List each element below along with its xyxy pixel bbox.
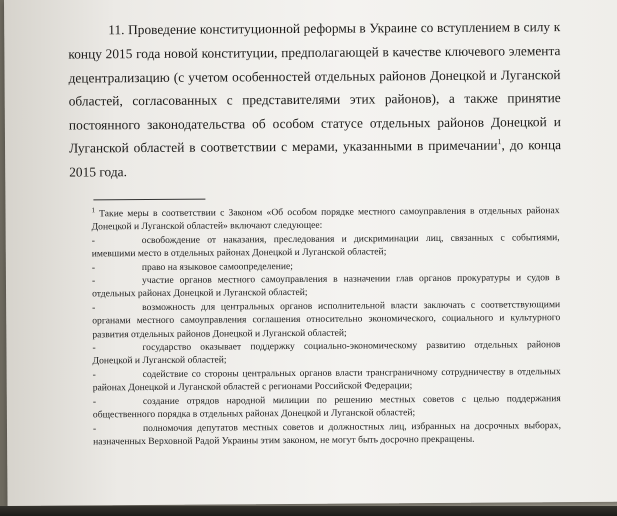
footnote-block [91, 204, 561, 449]
footnote-item [92, 298, 560, 341]
footnote-intro-text: Такие меры в соответствии с Законом «Об особом порядке местного самоуправления в отдельных районах Донецкой и Луганской областей» включают следующее: [91, 205, 560, 233]
footnote-item-text: полномочия депутатов местных советов и должностных лиц, избранных на досрочных выборах, назначенных Верховной Радой Украины этим законом, не могут быть досрочно прекращены. [93, 419, 562, 448]
footnote-item-text: государство оказывает поддержку социально-экономическому развитию отдельных районов Донецкой и Луганской областей; [92, 339, 561, 367]
footnote-item-text: освобождение от наказания, преследования и дискриминации лиц, связанных с событиями, имевшими место в отдельных районах Донецкой и Луганской областей; [91, 231, 560, 260]
list-dash: - [91, 235, 95, 247]
footnote-item [92, 271, 560, 301]
list-dash: - [92, 342, 96, 354]
footnote-marker: 1 [91, 206, 95, 215]
footnote-item-text: создание отрядов народной милиции по решению местных советов с целью поддержания общественного порядка в отдельных районах Донецкой и Луганской областей; [92, 392, 561, 421]
list-dash: - [91, 261, 96, 274]
list-dash: - [92, 422, 97, 434]
footnote-item [92, 338, 560, 368]
main-paragraph-text: 11. Проведение конституционной реформы в Украине со вступлением в силу к концу 2015 года новой конституции, предполагающей в качестве ключевого элемента децентрализацию (с учетом особенностей отдельных районов Донецкой и Луганской областей, согласованных с представителями этих районов), а также принятие постоянного законодательства об особом статусе отдельных районов Донецкой и Луганской областей в соответствии с мерами, указанными в примечании [68, 19, 561, 156]
main-paragraph [68, 16, 561, 185]
footnote-item [93, 392, 561, 422]
footnote-item [92, 231, 560, 261]
list-dash: - [92, 396, 97, 408]
footnote-item-text: содействие со стороны центральных органов власти трансграничному сотрудничеству в отдельных районах Донецкой и Луганской областей с регионами Российской Федерации; [92, 365, 561, 394]
footnote-intro [91, 204, 559, 234]
footnote-separator [93, 199, 205, 201]
table-surface [0, 506, 617, 516]
main-paragraph-ending: , до конца 2015 года. [69, 137, 562, 180]
paper-sheet [4, 0, 617, 506]
footnote-reference: 1 [497, 137, 502, 147]
footnote-item [93, 365, 561, 395]
footnote-item-text: право на языковое самоопределение; [141, 260, 293, 273]
footnote-item-text: участие органов местного самоуправления в назначении глав органов прокуратуры и судов в отдельных районах Донецкой и Луганской областей; [92, 272, 560, 300]
list-dash: - [92, 302, 96, 314]
list-dash: - [91, 275, 96, 287]
footnote-item-text: возможность для центральных органов исполнительной власти заключать с соответствующими органами местного самоуправления соглашения относительно экономического, социального и культурного развития отдельных районов Донецкой и Луганской областей; [92, 298, 561, 341]
list-dash: - [92, 369, 96, 381]
footnote-item [93, 419, 561, 449]
